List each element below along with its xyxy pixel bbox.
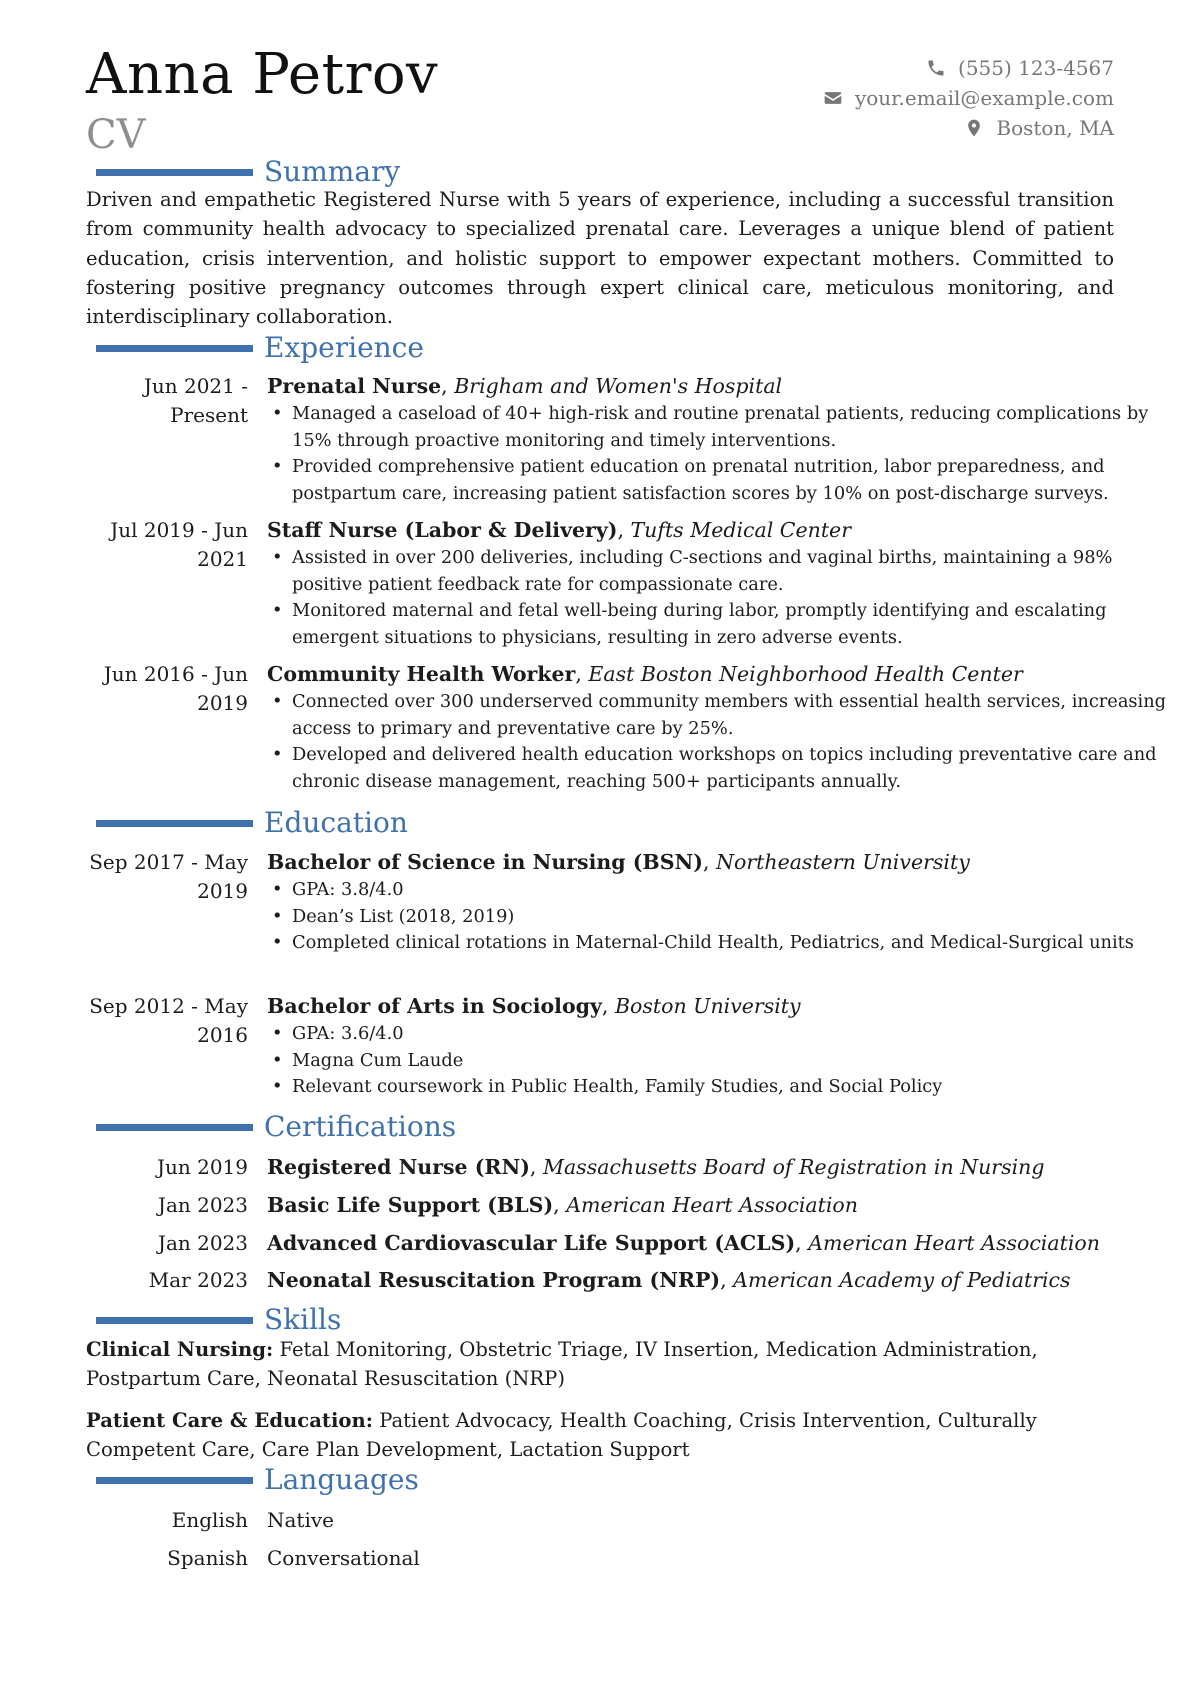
bullet-list [267,401,1187,508]
contact-email[interactable] [714,83,1114,113]
cert-name: Neonatal Resuscitation Program (NRP) [267,1268,721,1292]
language-level: Conversational [267,1546,420,1570]
language-name: English [171,1508,248,1532]
skill-group-label: Patient Care & Education: [86,1409,373,1432]
section-rule [96,1124,253,1131]
section-rule [96,1317,253,1324]
section-title: Skills [264,1303,342,1336]
location-text: Boston, MA [996,116,1114,140]
bullet-list [267,877,1187,957]
entry-body [267,660,1187,796]
bullet-item: • GPA: 3.6/4.0 [267,1021,1187,1048]
person-name: Anna Petrov [86,42,439,107]
bullet-list [267,545,1187,652]
cert-name: Registered Nurse (RN) [267,1155,530,1179]
cert-text: Advanced Cardiovascular Life Support (ACLS), American Heart Association [267,1231,1100,1255]
language-item [86,1505,1114,1535]
section-rule [96,345,253,352]
entry-role: Staff Nurse (Labor & Delivery) [267,518,618,542]
bullet-list [267,1021,1187,1101]
document-subtitle: CV [86,112,146,158]
cert-name: Basic Life Support (BLS) [267,1193,554,1217]
bullet-item: • Monitored maternal and fetal well-being during labor, promptly identifying and escalating emergent situations to physicians, resulting in zero adverse events. [267,598,1187,651]
bullet-item: • Managed a caseload of 40+ high-risk and routine prenatal patients, reducing complications by 15% through proactive monitoring and timely interventions. [267,401,1187,454]
entry-school: Northeastern University [716,850,970,874]
language-name: Spanish [167,1546,248,1570]
entry-body [267,516,1187,652]
contact-phone[interactable] [714,53,1114,83]
cert-date: Jun 2019 [156,1155,248,1179]
entry-degree: Bachelor of Science in Nursing (BSN) [267,850,703,874]
phone-icon [926,58,946,78]
section-rule [96,1477,253,1484]
bullet-item: • Assisted in over 200 deliveries, including C-sections and vaginal births, maintaining a 98% positive patient feedback rate for compassionate care. [267,545,1187,598]
section-heading-education [96,806,408,840]
bullet-item: • Relevant coursework in Public Health, Family Studies, and Social Policy [267,1074,1187,1101]
skill-group-items: Patient Advocacy, Health Coaching, Crisis Intervention, Culturally Competent Care, Care Plan Development, Lactation Support [86,1409,1037,1462]
bullet-item: • Connected over 300 underserved community members with essential health services, increasing access to primary and preventative care by 25%. [267,689,1187,742]
cert-issuer: American Heart Association [566,1193,858,1217]
contact-block [714,53,1114,143]
section-heading-summary [96,155,400,189]
section-title: Education [264,806,408,839]
section-rule [96,820,253,827]
entry-date: Sep 2012 - May 2016 [89,994,248,1047]
section-heading-certifications [96,1110,456,1144]
cert-issuer: American Academy of Pediatrics [733,1268,1071,1292]
entry-body [267,992,1187,1101]
email-text: your.email@example.com [854,86,1114,110]
section-title: Experience [264,331,424,364]
bullet-item: • GPA: 3.8/4.0 [267,877,1187,904]
cert-date: Mar 2023 [148,1268,248,1292]
entry-date: Jun 2021 - Present [143,374,248,427]
language-level: Native [267,1508,334,1532]
section-heading-skills [96,1303,341,1337]
entry-role: Prenatal Nurse [267,374,442,398]
summary-text: Driven and empathetic Registered Nurse with 5 years of experience, including a successful transition from community health advocacy to specialized prenatal care. Leverages a unique blend of patient education, crisis intervention, and holistic support to empower expectant mothers. Committed to fostering positive pregnancy outcomes through expert clinical care, meticulous monitoring, and interdisciplinary collaboration. [86,188,1114,329]
entry-body [267,848,1187,957]
entry-date: Jul 2019 - Jun 2021 [110,518,248,571]
bullet-list [267,689,1187,796]
skill-group-label: Clinical Nursing: [86,1338,274,1361]
bullet-item: • Developed and delivered health education workshops on topics including preventative care and chronic disease management, reaching 500+ participants annually. [267,742,1187,795]
entry-role: Community Health Worker [267,662,576,686]
bullet-item: • Provided comprehensive patient education on prenatal nutrition, labor preparedness, and postpartum care, increasing patient satisfaction scores by 10% on post-discharge surveys. [267,454,1187,507]
skill-group-items: Fetal Monitoring, Obstetric Triage, IV Insertion, Medication Administration, Postpartum Care, Neonatal Resuscitation (NRP) [86,1338,1038,1391]
entry-org: Tufts Medical Center [630,518,851,542]
cert-date: Jan 2023 [157,1193,248,1217]
bullet-item: • Completed clinical rotations in Maternal-Child Health, Pediatrics, and Medical-Surgical units [267,930,1187,957]
skill-group [86,1406,1114,1465]
section-title: Certifications [264,1110,457,1143]
envelope-icon [823,88,843,108]
cert-date: Jan 2023 [157,1231,248,1255]
section-title: Summary [264,155,401,188]
bullet-item: • Magna Cum Laude [267,1048,1187,1075]
skill-group [86,1335,1114,1394]
entry-date: Jun 2016 - Jun 2019 [103,662,248,715]
certification-item [86,1190,1114,1220]
entry-degree: Bachelor of Arts in Sociology [267,994,602,1018]
contact-location [714,113,1114,143]
certification-item [86,1265,1114,1295]
map-marker-icon [964,118,984,138]
section-heading-experience [96,331,424,365]
cert-text: Neonatal Resuscitation Program (NRP), American Academy of Pediatrics [267,1268,1071,1292]
entry-school: Boston University [614,994,801,1018]
cert-text: Registered Nurse (RN), Massachusetts Board of Registration in Nursing [267,1155,1045,1179]
section-rule [96,169,253,176]
entry-org: Brigham and Women's Hospital [454,374,783,398]
language-item [86,1543,1114,1573]
cert-issuer: American Heart Association [808,1231,1100,1255]
entry-title: Staff Nurse (Labor & Delivery), Tufts Medical Center [267,518,851,542]
cert-text: Basic Life Support (BLS), American Heart Association [267,1193,858,1217]
bullet-item: • Dean’s List (2018, 2019) [267,904,1187,931]
certification-item [86,1228,1114,1258]
entry-title: Bachelor of Arts in Sociology, Boston University [267,994,801,1018]
cert-issuer: Massachusetts Board of Registration in Nursing [542,1155,1045,1179]
entry-title: Prenatal Nurse, Brigham and Women's Hospital [267,374,783,398]
entry-title: Bachelor of Science in Nursing (BSN), Northeastern University [267,850,970,874]
entry-org: East Boston Neighborhood Health Center [588,662,1023,686]
entry-body [267,372,1187,508]
certification-item [86,1152,1114,1182]
section-title: Languages [264,1463,419,1496]
entry-date: Sep 2017 - May 2019 [89,850,248,903]
cert-name: Advanced Cardiovascular Life Support (ACLS) [267,1231,796,1255]
section-heading-languages [96,1463,419,1497]
phone-text: (555) 123-4567 [958,56,1114,80]
entry-title: Community Health Worker, East Boston Neighborhood Health Center [267,662,1023,686]
